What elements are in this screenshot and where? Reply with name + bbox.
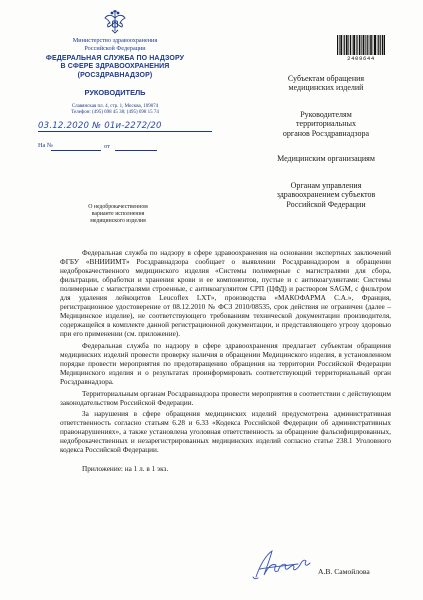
addressee-line: Руководителям [300, 110, 352, 119]
service-line: (РОСЗДРАВНАДЗОР) [77, 71, 153, 79]
subject-line: медицинского изделия [90, 218, 146, 224]
ministry-name [64, 37, 166, 52]
organization-address [50, 104, 180, 116]
phone-line: Телефон: (495) 698 45 38; (495) 698 15 74 [71, 110, 159, 116]
registration-line [38, 121, 213, 133]
head-title: РУКОВОДИТЕЛЬ [84, 88, 146, 97]
body-paragraph: Федеральная служба по надзору в сфере здравоохранения предлагает субъектам обращения медицинских изделий провести проверку наличия в обращении Медицинского изделия, в установленном порядке провести мероприятия по предотвращению обращения на территории Российской Федерации Медицинского изделия и о результатах проинформировать соответствующий территориальный орган Росздравнадзора. [60, 341, 391, 387]
addressee-line: Российской Федерации [286, 199, 366, 209]
addressee-line: Медицинским организациям [277, 154, 375, 163]
ministry-line: Российской Федерации [84, 44, 146, 52]
reference-from-label: от [104, 143, 110, 150]
service-name [40, 55, 190, 80]
letter-body [60, 249, 391, 477]
addressee-medical-organizations [262, 154, 390, 163]
barcode-number: 2409644 [347, 55, 375, 62]
addressee-health-authorities [262, 181, 390, 209]
addressee-line: территориальных [296, 119, 356, 129]
attachment-note: Приложение: на 1 л. в 1 экз. [82, 465, 169, 474]
handwritten-signature [250, 547, 320, 581]
body-paragraph: Территориальным органам Росздравнадзора провести мероприятия в соответствии с действующим законодательством Российской Федерации. [60, 389, 391, 407]
signer-name: А.В. Самойлова [318, 567, 370, 576]
reference-number-blank [51, 150, 101, 151]
barcode-graphic [337, 35, 385, 55]
service-line: ФЕДЕРАЛЬНАЯ СЛУЖБА ПО НАДЗОРУ [45, 55, 185, 62]
ministry-line: Министерство здравоохранения [72, 37, 158, 44]
addressee-line: органов Росздравнадзора [282, 128, 370, 138]
body-paragraph: Федеральная служба по надзору в сфере здравоохранения на основании экспертных заключений ФГБУ «ВНИИИМТ» Росздравнадзора сообщает о выявлении Росздравнадзором в обращении недоброкачественного медицинского изделия «Системы полимерные с магистралями для сбора, фильтрации, обработки и хранения крови и ее компонентов, пустые и с антикоагулянтами: Системы полимерные с магистралями строенные, с антикоагулянтом СРП (ЦФД) и раствором SAGM, с фильтром для удаления лейкоцитов Leucoflex LXT», производства «МАКОФАРМА С.А.», Франция, регистрационное удостоверение от 08.12.2010 № ФСЗ 2010/08535, срок действия не ограничен (далее – Медицинское изделие), не соответствующего требованиям технической документации производителя, содержащейся в комплекте данной регистрационной документации, и представляющего угрозу здоровью при его применении (см. приложение). [60, 249, 391, 339]
coat-of-arms-emblem [104, 10, 126, 34]
reference-prefix: На № [38, 142, 53, 149]
addressee-territorial-bodies [262, 110, 390, 138]
reference-date-blank [115, 150, 157, 151]
address-line: Славянская пл. 4, стр. 1, Москва, 109074 [71, 104, 159, 109]
addressee-line: медицинских изделий [288, 83, 364, 93]
letter-subject [60, 204, 176, 225]
addressee-circulation-subjects [262, 74, 390, 93]
subject-line: О недоброкачественном [88, 204, 148, 210]
registration-date-number: 03.12.2020 № 01и-2272/20 [38, 121, 162, 131]
addressee-line: Органам управления [290, 181, 362, 190]
subject-line: варианте исполнения [91, 211, 145, 217]
body-paragraph: За нарушения в сфере обращения медицинских изделий предусмотрена административная ответственность согласно статьям 6.28 и 6.33 «Кодекса Российской Федерации об административных правонарушениях», а также установлена уголовная ответственность за обращение фальсифицированных, недоброкачественных и незарегистрированных медицинских изделий согласно статье 238.1 Уголовного кодекса Российской Федерации. [60, 410, 391, 455]
addressee-line: Субъектам обращения [287, 74, 365, 83]
service-line: В СФЕРЕ ЗДРАВООХРАНЕНИЯ [60, 63, 170, 71]
registration-underline [38, 131, 212, 132]
reference-line [38, 142, 158, 152]
addressee-line: здравоохранением субъектов [276, 190, 376, 200]
